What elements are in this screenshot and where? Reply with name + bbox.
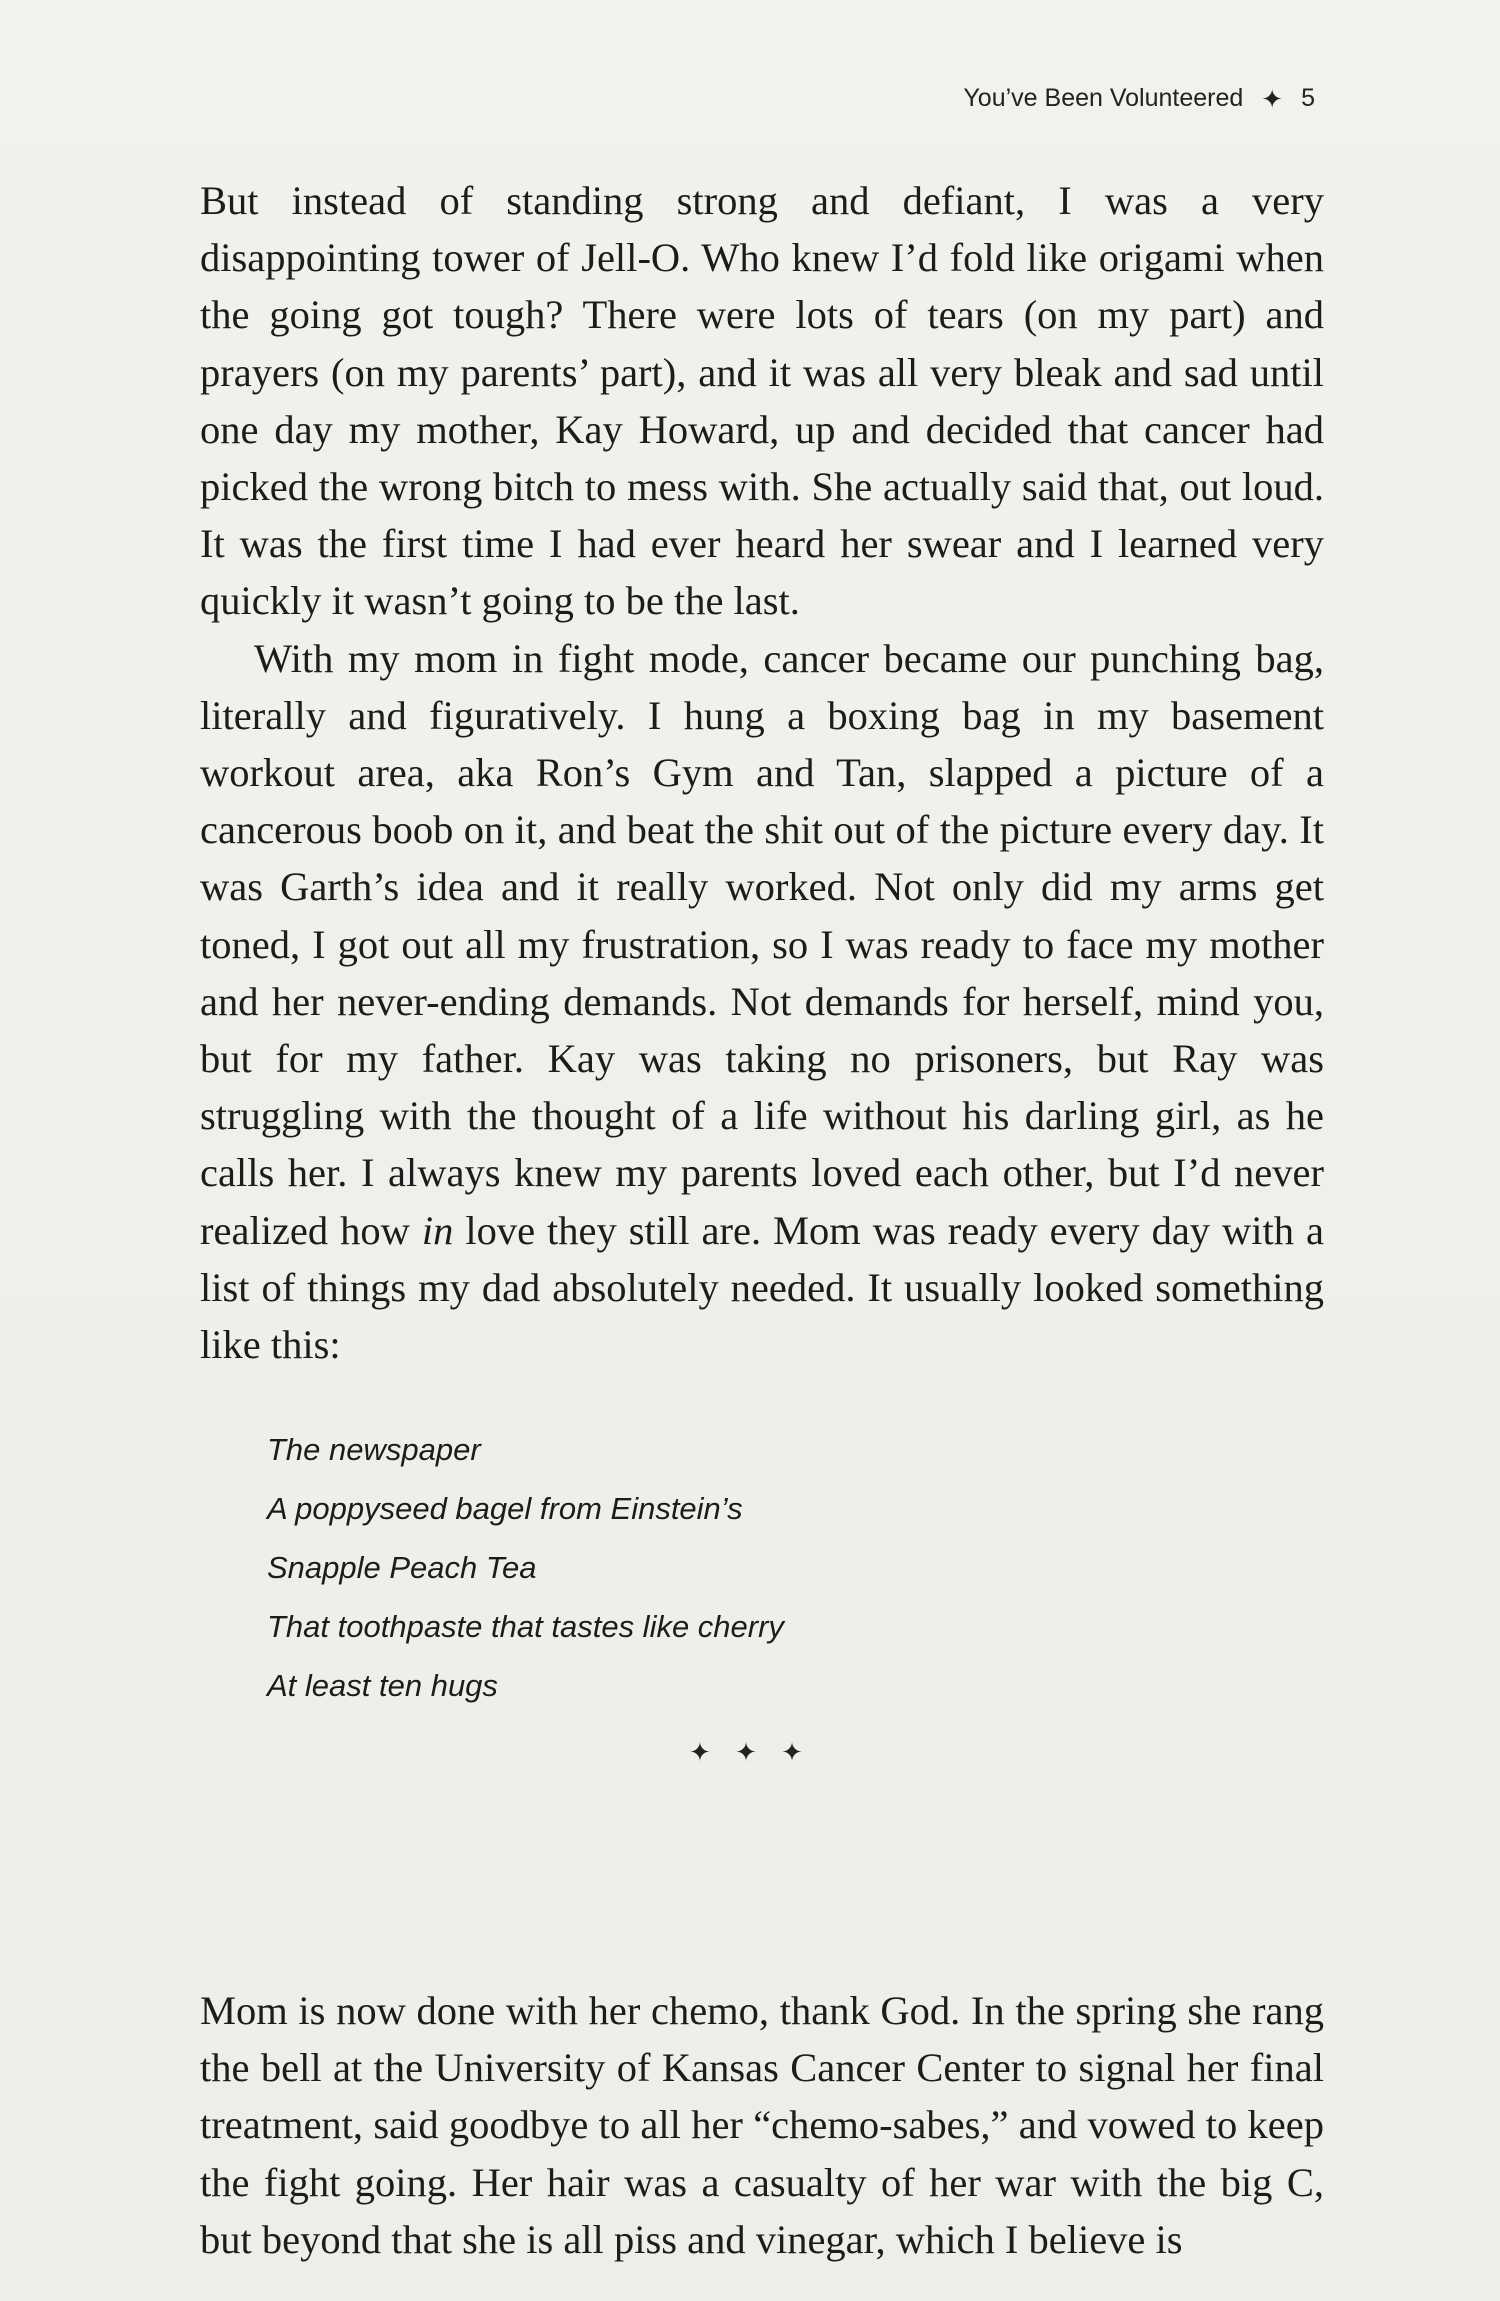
paragraph-2-emphasis: in <box>421 1207 454 1253</box>
body-text-bottom <box>200 1982 1324 2268</box>
paragraph-2 <box>200 630 1324 1374</box>
paragraph-1: But instead of standing strong and defiant, I was a very disappointing tower of Jell-O. Who knew I’d fold like origami when the going got tough? There were lots of tears (on my part) and prayers (on my parents’ part), and it was all very bleak and sad until one day my mother, Kay Howard, up and decided that cancer had picked the wrong bitch to mess with. She actually said that, out loud. It was the first time I had ever heard her swear and I learned very quickly it wasn’t going to be the last. <box>200 178 1324 624</box>
paragraph-2-part-2: love they still are. Mom was ready every day with a list of things my dad absolutely needed. It usually looked something like this: <box>200 1207 1324 1368</box>
section-break-ornament: ✦ ✦ ✦ <box>689 1738 811 1768</box>
running-header <box>963 84 1315 113</box>
list-item: At least ten hugs <box>267 1668 498 1703</box>
needs-list <box>267 1420 784 1715</box>
paragraph-3: Mom is now done with her chemo, thank God. In the spring she rang the bell at the University of Kansas Cancer Center to signal her final treatment, said goodbye to all her “chemo-sabes,” and vowed to keep the fight going. Her hair was a casualty of her war with the big C, but beyond that she is all piss and vinegar, which I believe is <box>200 1988 1324 2262</box>
running-title: You’ve Been Volunteered <box>963 84 1244 112</box>
list-item: A poppyseed bagel from Einstein’s <box>267 1491 743 1526</box>
header-star-ornament: ✦ <box>1261 83 1284 114</box>
body-text-top <box>200 172 1324 1373</box>
paragraph-2-part-1: With my mom in fight mode, cancer became our punching bag, literally and figuratively. I hung a boxing bag in my basement workout area, aka Ron’s Gym and Tan, slapped a picture of a cancerous boob on it, and beat the shit out of the picture every day. It was Garth’s idea and it really worked. Not only did my arms get toned, I got out all my frustration, so I was ready to face my mother and her never-ending demands. Not demands for herself, mind you, but for my father. Kay was taking no prisoners, but Ray was struggling with the thought of a life without his darling girl, as he calls her. I always knew my parents loved each other, but I’d never realized how <box>200 635 1324 1253</box>
list-item: The newspaper <box>267 1432 481 1467</box>
page-number: 5 <box>1301 84 1315 112</box>
list-item: That toothpaste that tastes like cherry <box>267 1609 784 1644</box>
list-item: Snapple Peach Tea <box>267 1550 537 1585</box>
